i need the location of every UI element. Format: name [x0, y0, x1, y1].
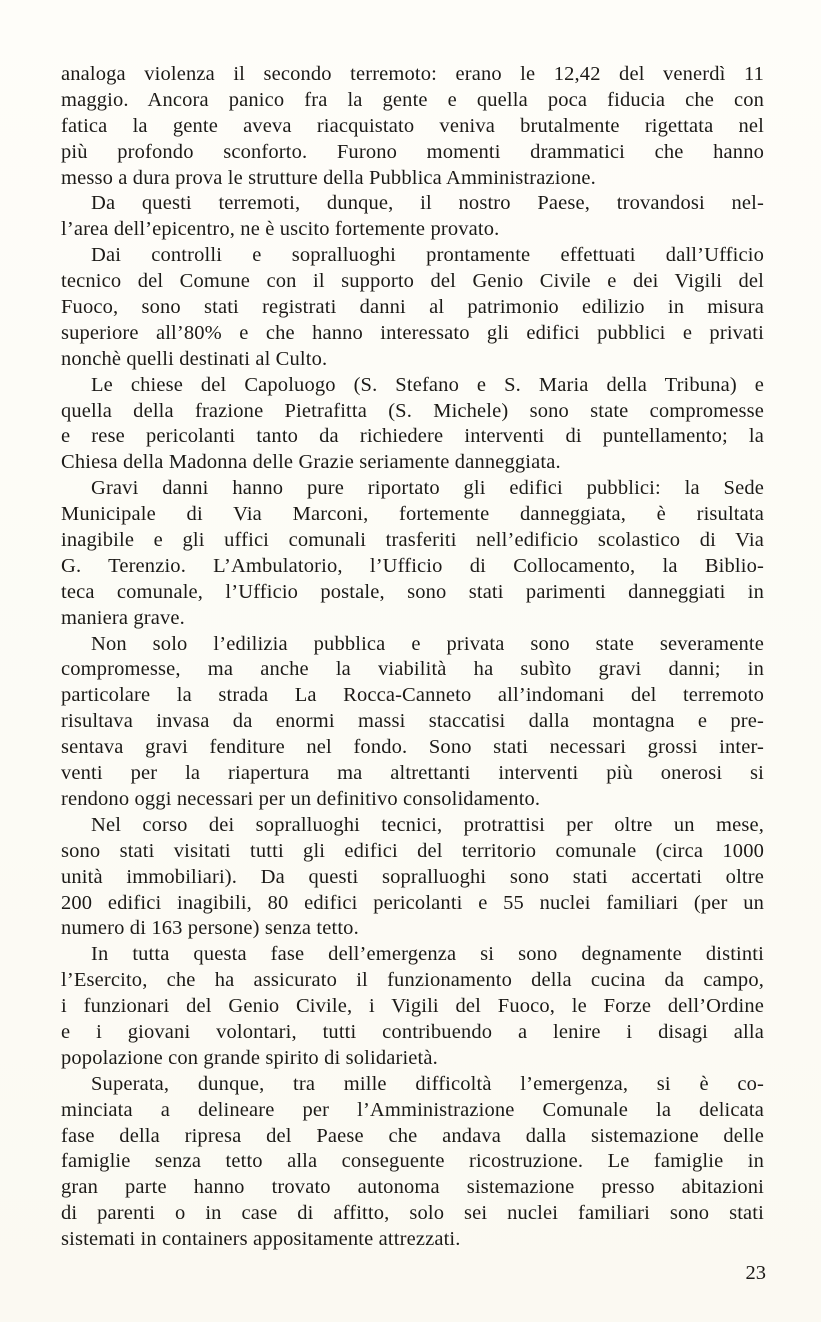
paragraph	[61, 942, 764, 1071]
text-line: Chiesa della Madonna delle Grazie seriamente danneggiata.	[61, 451, 561, 474]
text-line: 200 edifici inagibili, 80 edifici pericolanti e 55 nuclei familiari (per un	[61, 891, 764, 914]
text-line: Dai controlli e sopralluoghi prontamente effettuati dall’Ufficio	[91, 244, 764, 267]
text-line: popolazione con grande spirito di solidarietà.	[61, 1046, 438, 1069]
text-line: Municipale di Via Marconi, fortemente danneggiata, è risultata	[61, 503, 764, 526]
text-line: nonchè quelli destinati al Culto.	[61, 347, 328, 370]
text-line: analoga violenza il secondo terremoto: erano le 12,42 del venerdì 11	[61, 63, 764, 85]
text-line: e rese pericolanti tanto da richiedere interventi di puntellamento; la	[61, 425, 764, 448]
text-line: In tutta questa fase dell’emergenza si sono degnamente distinti	[91, 943, 764, 966]
paragraph	[61, 632, 764, 813]
text-line: Le chiese del Capoluogo (S. Stefano e S. Maria della Tribuna) e	[91, 373, 764, 396]
text-line: teca comunale, l’Ufficio postale, sono stati parimenti danneggiati in	[61, 580, 764, 603]
text-line: Gravi danni hanno pure riportato gli edifici pubblici: la Sede	[91, 477, 764, 500]
text-line: sono stati visitati tutti gli edifici del territorio comunale (circa 1000	[61, 839, 764, 862]
text-line: Nel corso dei sopralluoghi tecnici, protrattisi per oltre un mese,	[91, 813, 764, 836]
paragraph	[61, 373, 764, 477]
text-line: più profondo sconforto. Furono momenti drammatici che hanno	[61, 140, 764, 163]
text-line: unità immobiliari). Da questi sopralluoghi sono stati accertati oltre	[61, 865, 764, 888]
text-line: sentava gravi fenditure nel fondo. Sono stati necessari grossi inter-	[61, 736, 764, 759]
text-line: fase della ripresa del Paese che andava dalla sistemazione delle	[61, 1124, 764, 1147]
text-line: Da questi terremoti, dunque, il nostro Paese, trovandosi nel-	[91, 192, 764, 215]
text-line: gran parte hanno trovato autonoma sistemazione presso abitazioni	[61, 1176, 764, 1199]
text-line: Superata, dunque, tra mille difficoltà l’emergenza, si è co-	[91, 1072, 764, 1095]
paragraph	[61, 476, 764, 631]
text-line: G. Terenzio. L’Ambulatorio, l’Ufficio di Collocamento, la Biblio-	[61, 554, 764, 577]
text-line: Fuoco, sono stati registrati danni al patrimonio edilizio in misura	[61, 296, 764, 319]
text-line: i funzionari del Genio Civile, i Vigili del Fuoco, le Forze dell’Ordine	[61, 995, 764, 1018]
text-line: numero di 163 persone) senza tetto.	[61, 917, 359, 940]
paragraph	[61, 191, 764, 243]
text-line: tecnico del Comune con il supporto del Genio Civile e dei Vigili del	[61, 270, 764, 293]
text-line: messo a dura prova le strutture della Pubblica Amministrazione.	[61, 166, 596, 189]
text-line: fatica la gente aveva riacquistato veniva brutalmente rigettata nel	[61, 114, 764, 137]
page-number: 23	[745, 1262, 766, 1284]
paragraph	[61, 1072, 764, 1253]
paragraph	[61, 243, 764, 372]
paragraph	[61, 62, 764, 191]
text-line: superiore all’80% e che hanno interessato gli edifici pubblici e privati	[61, 321, 764, 344]
text-line: quella della frazione Pietrafitta (S. Michele) sono state compromesse	[61, 399, 764, 422]
text-line: di parenti o in case di affitto, solo sei nuclei familiari sono stati	[61, 1202, 764, 1225]
text-line: inagibile e gli uffici comunali trasferiti nell’edificio scolastico di Via	[61, 529, 764, 552]
text-line: l’area dell’epicentro, ne è uscito fortemente provato.	[61, 218, 500, 241]
text-line: l’Esercito, che ha assicurato il funzionamento della cucina da campo,	[61, 969, 764, 992]
body-text	[61, 62, 764, 1253]
text-line: famiglie senza tetto alla conseguente ricostruzione. Le famiglie in	[61, 1150, 764, 1173]
text-line: maniera grave.	[61, 606, 185, 629]
text-line: minciata a delineare per l’Amministrazione Comunale la delicata	[61, 1098, 764, 1121]
text-line: sistemati in containers appositamente attrezzati.	[61, 1228, 461, 1251]
paragraph	[61, 813, 764, 942]
text-line: venti per la riapertura ma altrettanti interventi più onerosi si	[61, 762, 764, 785]
text-line: rendono oggi necessari per un definitivo consolidamento.	[61, 787, 541, 810]
text-line: compromesse, ma anche la viabilità ha subìto gravi danni; in	[61, 658, 764, 681]
text-line: e i giovani volontari, tutti contribuendo a lenire i disagi alla	[61, 1020, 764, 1043]
text-line: Non solo l’edilizia pubblica e privata sono state severamente	[91, 632, 764, 655]
text-line: risultava invasa da enormi massi staccatisi dalla montagna e pre-	[61, 710, 764, 733]
text-line: particolare la strada La Rocca-Canneto all’indomani del terremoto	[61, 684, 764, 707]
text-line: maggio. Ancora panico fra la gente e quella poca fiducia che con	[61, 88, 764, 111]
